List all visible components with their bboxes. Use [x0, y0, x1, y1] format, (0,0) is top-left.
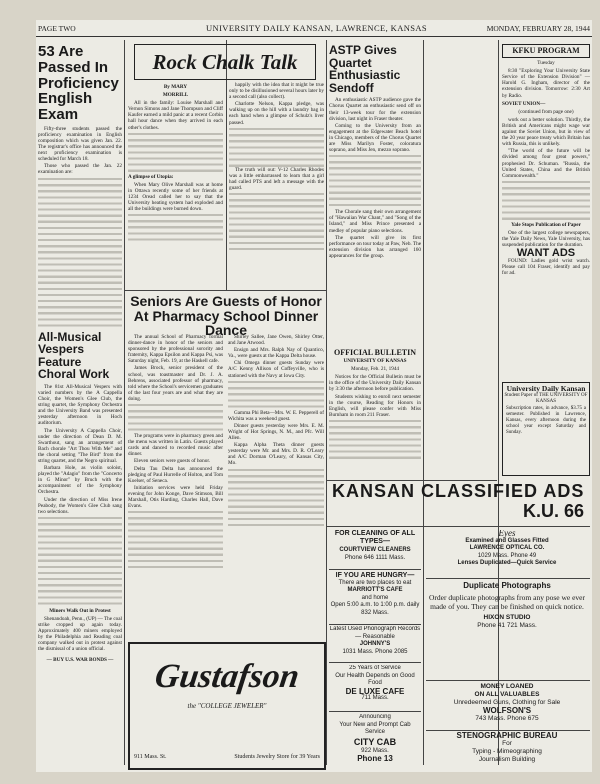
article-text: When Mary Olive Marshall was at home in Ottawa recently some of her friends at 1234 Oread called her to say that the University heating system had exploded and all the buildings were burned down.: [128, 181, 223, 213]
byline-name: MORRILL: [162, 92, 189, 99]
marriott-heading: IF YOU ARE HUNGRY—: [335, 572, 415, 579]
bulletin-org: UNIVERSITY OF KANSAS: [343, 358, 407, 365]
steno-text: For: [502, 740, 512, 747]
article-text: The quartet will give its first performance on tour today at Paw, Neb. The extension division has arranged 160 appearances for the group.: [329, 234, 421, 259]
article-text: Gamma Phi Beta—Mrs. W. E. Pepperell of Wichita was a weekend guest.: [228, 409, 324, 422]
deluxe-cafe-ad: [329, 665, 421, 709]
article-text: All in the family: Louise Marshall and Vernon Simons and Jane Thompson and Cliff Kaufer earned a mild panic at a recent Corbin hall hour dance when they arrived in each other's clothes.: [128, 100, 223, 131]
kansan-box-sub: Student Paper of THE UNIVERSITY OF KANSAS: [504, 392, 588, 404]
hixon-address: Phone 41 721 Mass.: [477, 622, 537, 629]
want-ads-title: WANT ADS: [516, 247, 576, 260]
marriott-ad: [329, 572, 421, 622]
subhead-miners: Miners Walk Out in Protest: [49, 607, 111, 614]
article-text: The truth will out: V-12 Charles Rhodes was a little embarrassed to learn that a girl had called PTS and left a message with the guard.: [229, 166, 324, 191]
article-text: 8:30 "Exploring Your University State Service of the Extension Division" — Harold G. Ingham, director of the extension division. Tomorrow: 2:30 Art by Radio.: [502, 68, 590, 99]
deluxe-name: DE LUXE CAFE: [345, 686, 405, 696]
yale-title: Yale Stops Publication of Paper: [511, 221, 581, 228]
article-text: work out a better solution. Thirdly, the British and Americans might wage war against the Soviet Union, but in view of the 20 year peace treaty which Britain has with Russia, this is unlikely.: [502, 116, 590, 148]
article-text: One of the largest college newspapers, the Yale Daily News, Yale University, has suspended publication for the duration.: [502, 229, 590, 249]
gustafson-logo: Gustafson: [152, 658, 302, 695]
duplicate-text: Order duplicate photographs from any pose we ever made of you. They can be finished on quick notice.: [429, 592, 585, 611]
article-text: Ensign and Mrs. Ralph Nay of Quantico, Va., were guests at the Kappa Delta house.: [228, 347, 324, 360]
cab-text: Announcing: [359, 714, 391, 720]
deluxe-text-2: Our Health Depends on Good Food: [335, 672, 415, 687]
soviet-title: SOVIET UNION—: [502, 100, 546, 107]
soviet-cont: (continued from page one): [518, 108, 574, 115]
byline: By MARY: [163, 84, 188, 90]
wolfsons-heading-2: ON ALL VALUABLES: [474, 691, 540, 698]
marriott-name: MARRIOTT'S CAFE: [347, 587, 403, 594]
article-text: Students wishing to enroll next semester in the course, Reading for Honors in English, will please confer with Miss Burnham in room 211 Fraser.: [329, 393, 421, 418]
gustafson-ad: [128, 642, 326, 770]
johnnys-name: JOHNNY'S: [359, 641, 391, 648]
wolfsons-heading: MONEY LOANED: [480, 683, 534, 690]
hixon-name: HIXON STUDIO: [483, 613, 531, 621]
duplicate-photos-ad: [426, 582, 588, 658]
article-text: Kappa Alpha Theta dinner guests yesterday were Mr. and Mrs. D. R. O'Leary and A/C Dorman O'Leary, of Kansas City, Mo.: [228, 442, 324, 467]
cab-phone: Phone 13: [357, 754, 393, 764]
article-text: Eleven seniors were guests of honor.: [134, 458, 211, 465]
rock-chalk-talk-banner: [134, 44, 316, 80]
kfku-title: KFKU PROGRAM: [512, 46, 580, 55]
article-text: Those who passed the Jan. 22 examination are:: [38, 163, 122, 176]
article-text: Chi Omega dinner guests Sunday were A/C Kenny Allison of Coffeyville, who is stationed with the Navy at Iowa City.: [228, 360, 324, 379]
optical-address: 1029 Mass. Phone 49: [477, 552, 537, 559]
cab-text-2: Your New and Prompt Cab Service: [339, 721, 411, 736]
gustafson-slogan: Students Jewelry Store for 39 Years: [234, 754, 320, 760]
paper-name: UNIVERSITY DAILY KANSAN, LAWRENCE, KANSAS: [206, 23, 428, 33]
article-text: An enthusiastic ASTP audience gave the Chorus Quartet an enthusiastic send off on their 13-week tour for the extension division, last night in Fraser theater.: [329, 97, 421, 122]
column-4: [329, 44, 421, 344]
official-bulletin: [329, 348, 421, 478]
article-text: happily with the idea that it might be true only to be disillusioned several hours later by a second call (also collect).: [229, 82, 324, 101]
kansan-info-box: [502, 382, 590, 476]
cleaners-name: COURTVIEW CLEANERS: [339, 547, 411, 553]
steno-services: Typing - Mimeographing: [472, 748, 542, 755]
masthead: [36, 22, 592, 37]
kfku-day: Tuesday: [537, 60, 555, 67]
article-text: Charlotte Nelson, Kappa pledge, was walking up on the hill with a laundry bag in each hand when a glimpse of Schulz's liver passed.: [229, 101, 324, 126]
article-text: Coming to the University from an engagement at the Edgewater Beach hotel in Chicago, members of the Chorus Quartet are Miss Marilyn Foster, coloratura soprano, and Miss Jen, mezzo soprano.: [329, 122, 421, 154]
article-text: The 81st All-Musical Vespers with varied numbers by the A Cappella Choir, the Women's Glee Club, the string quartet, the Symphony Orchestra and the University Band was presented yesterday afternoon in Hoch auditorium.: [38, 383, 122, 427]
article-text: The Chorale sang their own arrangement of "Hawaiian War Chant," and "Song of the Island," and Miss Prince presented a medley of popular piano selections.: [329, 209, 421, 234]
cleaners-ad: [329, 530, 421, 568]
column-title: Rock Chalk Talk: [152, 50, 298, 74]
marriott-hours: Open 5:00 a.m. to 1:00 p.m. daily: [330, 602, 420, 609]
wolfsons-ad: [426, 683, 588, 729]
column-1: [38, 44, 122, 766]
johnnys-text: Latest Used Phonograph Records — Reasonable: [329, 626, 421, 640]
article-text: Barbara Hole, as violin soloist, played the "Adagio" from the "Concerto in G Minor" by Bruch with the accompaniment of the Symphony Orchestra.: [38, 465, 122, 496]
marriott-address: 832 Mass.: [361, 609, 389, 616]
optical-text: Examined and Glasses Fitted: [465, 537, 549, 544]
article-text: The University A Cappella Choir, under the direction of Dean D. M. Swarthout, sang an arrangement of Bach chorale "Art Thou With Me" and the choral setting "The Bird" from the string quartet, and the Negro spiritual.: [38, 427, 122, 464]
page-number: PAGE TWO: [38, 24, 76, 33]
kansan-box-text: Subscription rates, in advance, $3.75 a semester. Published in Lawrence, Kansas, every afternoon during the school year except Saturday and Sunday.: [506, 406, 586, 435]
cleaners-phone: Phone 646 1111 Mass.: [344, 555, 406, 561]
headline-vespers: All-Musical Vespers Feature Choral Work: [38, 329, 110, 382]
article-text: Dinner guests yesterday were Mrs. E. M. Wright of Hot Springs, N. M., and Pfc. Will Allen.: [228, 422, 324, 442]
classified-banner: [328, 482, 590, 524]
article-text: Initiation services were held Friday evening for John Konge, Dave Stimson, Bill Marshall, Otis Harding, Charles Hall, Dave Evans.: [128, 484, 223, 510]
bulletin-date: Monday, Feb. 21, 1944: [350, 366, 400, 373]
duplicate-heading: Duplicate Photographs: [463, 582, 551, 590]
johnnys-ad: [329, 626, 421, 660]
headline-seniors: Seniors Are Guests of Honor At Pharmacy School Dinner Dance: [130, 294, 322, 339]
classified-title: KANSAN CLASSIFIED ADS: [332, 482, 585, 501]
headline-proficiency: 53 Are Passed In Proficiency English Exam: [38, 44, 119, 123]
article-text: Fifty-three students passed the proficiency examination in English composition which was given Jan. 22. The registrar's office has announced the next proficiency examination is scheduled for March 18.: [38, 125, 122, 163]
subhead-utopia: A glimpse of Utopia:: [128, 173, 174, 180]
issue-date: MONDAY, FEBRUARY 28, 1944: [486, 24, 590, 33]
marriott-text-2: and home: [361, 594, 389, 601]
gustafson-tagline: the "COLLEGE JEWELER": [187, 702, 267, 710]
column-2: [128, 82, 223, 288]
headline-astp: ASTP Gives Quartet Enthusiastic Sendoff: [329, 44, 401, 95]
stenographic-ad: [426, 732, 588, 768]
seniors-article: [128, 294, 324, 640]
optical-name: LAWRENCE OPTICAL CO.: [469, 545, 545, 552]
article-text: The annual School of Pharmacy formal dinner-dance in honor of the seniors and sponsored by the professional sorority and fraternity, Kappa Epsilon and Kappa Psi, was Saturday night, Feb. 19, at the Haskell cafe.: [128, 334, 223, 365]
cleaners-heading: FOR CLEANING OF ALL TYPES—: [334, 530, 416, 545]
gustafson-address: 911 Mass. St.: [134, 754, 167, 760]
war-bonds-footer: — BUY U.S. WAR BONDS —: [46, 656, 114, 663]
city-cab-ad: [329, 714, 421, 766]
want-ad-text: FOUND: Ladies gold wrist watch. Please call 104 Fraser, identify and pay for ad.: [502, 258, 590, 277]
bulletin-title: OFFICIAL BULLETIN: [333, 348, 417, 357]
wolfsons-text: Unredeemed Guns, Clothing for Sale: [453, 699, 561, 706]
newspaper-page: [36, 20, 592, 772]
optical-ad: [426, 530, 588, 576]
kansan-box-title: University Daily Kansan: [506, 384, 586, 393]
optical-heading: Eyes: [498, 530, 516, 538]
steno-name: STENOGRAPHIC BUREAU: [456, 732, 558, 740]
marriott-text: There are two places to eat: [338, 579, 412, 586]
article-text: Delta Tau Delta has announced the pledging of Paul Hurrelle of Holton, and Tom Koelser, of Seneca.: [128, 465, 223, 484]
classified-phone: K.U. 66: [522, 501, 584, 521]
article-text: The programs were in pharmacy green and the menu was written in Latin. Guests played cards and danced to recorded music after dinner.: [128, 433, 223, 458]
deluxe-text: 25 Years of Service: [349, 665, 401, 671]
article-text: Under the direction of Miss Irene Peabody, the Women's Glee Club sang two selections.: [38, 496, 122, 515]
article-text: "The world of the future will be divided among four great powers," prophesied Dr. Schuman. "Russia, the United States, China and the British Commonwealth.": [502, 148, 590, 179]
article-text: Shenandoah, Penn., (UP) — The coal strike cropped up again today. Approximately 400 miners employed by the Philadelphia and Reading coal company walked out in protest against the dismissal of a union official.: [38, 615, 122, 653]
optical-service: Lenses Duplicated—Quick Service: [457, 560, 557, 567]
wolfsons-name: WOLFSON'S: [482, 706, 532, 715]
article-text: Shirley Sallee, Jane Owen, Shirley Otter, and Jane Atwood.: [228, 334, 324, 347]
column-3: [229, 82, 324, 288]
steno-location: Journalism Building: [478, 756, 536, 763]
cab-address: 922 Mass.: [361, 747, 389, 754]
cab-name: CITY CAB: [353, 736, 397, 747]
article-text: James Brock, senior president of the school, was toastmaster and Dr. J. A. Behrens, associated professor of pharmacy, told where the School's servicemen graduates of the last four years are and what they are doing.: [128, 365, 223, 402]
deluxe-address: 711 Mass.: [361, 695, 389, 702]
johnnys-address: 1031 Mass. Phone 2085: [342, 648, 408, 655]
article-text: Notices for the Official Bulletin must be in the office of the University Daily Kansan by 3:30 the afternoon before publication.: [329, 374, 421, 393]
wolfsons-address: 743 Mass. Phone 675: [475, 715, 539, 722]
